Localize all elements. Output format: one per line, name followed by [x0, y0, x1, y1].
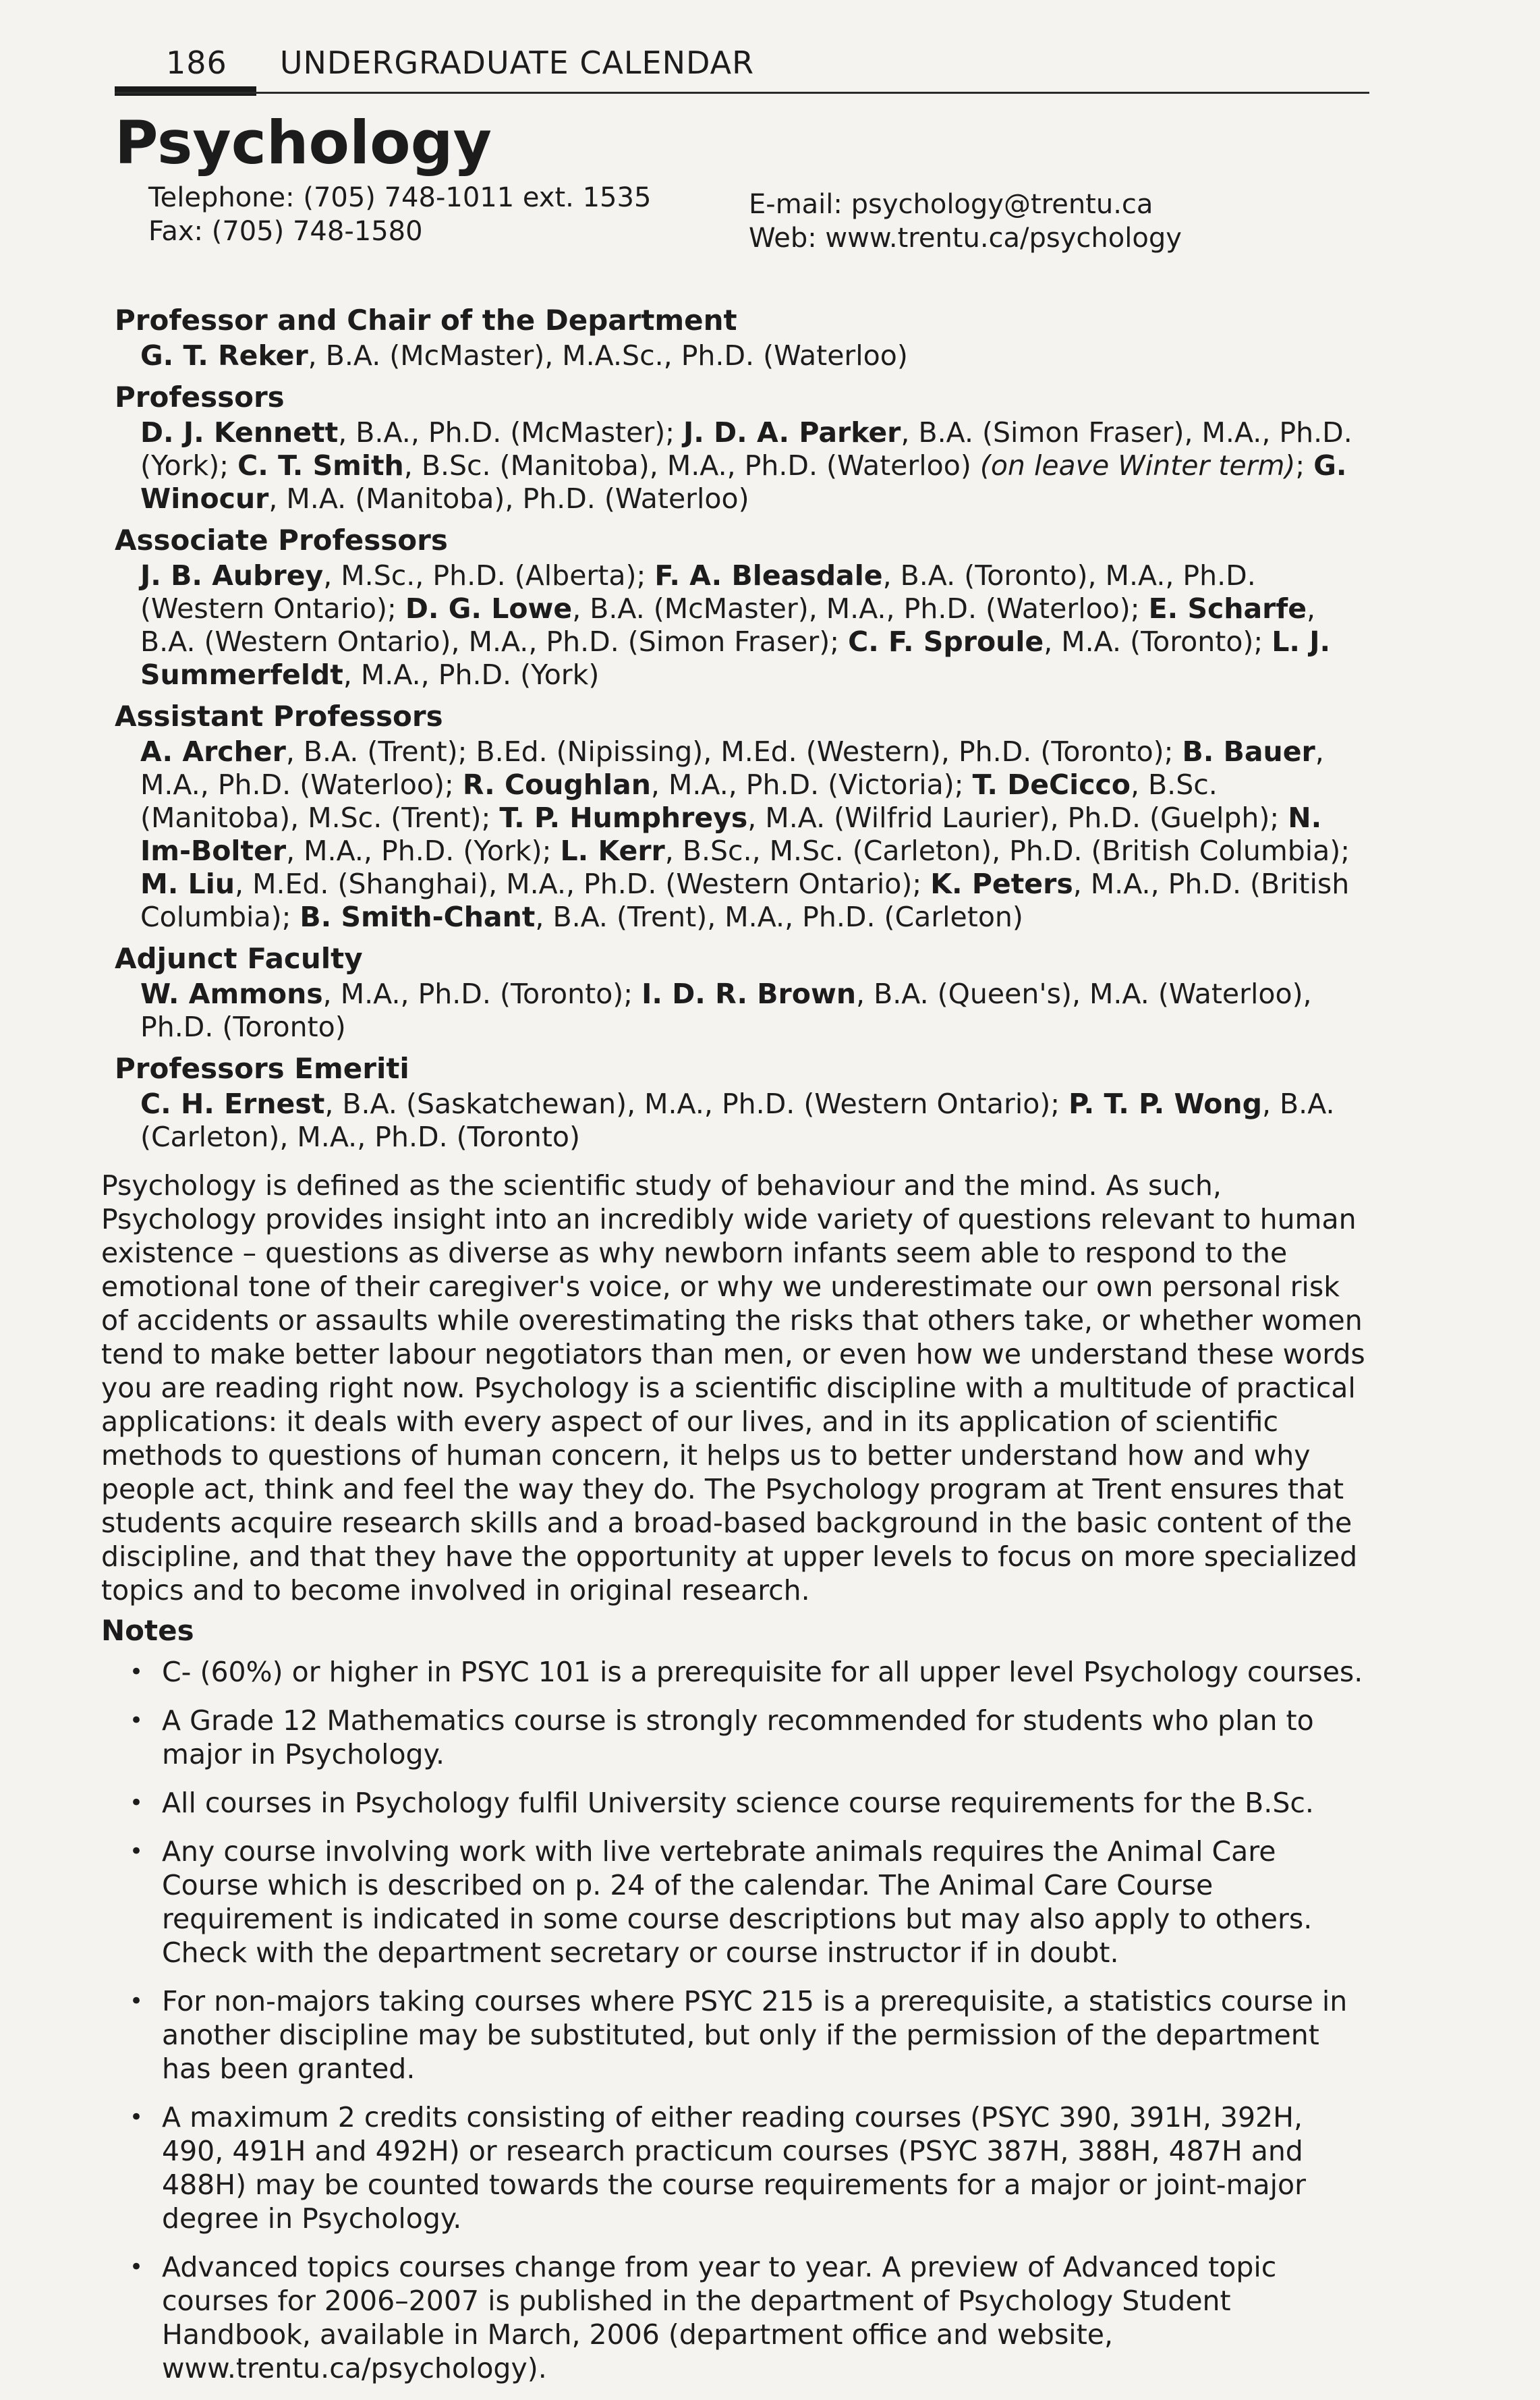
faculty-name: B. Smith-Chant [300, 901, 536, 934]
faculty-name: E. Scharfe [1148, 592, 1307, 625]
faculty-credentials: , B.A. (McMaster), M.A., Ph.D. (Waterloo); [572, 592, 1149, 625]
faculty-name: L. Kerr [560, 835, 665, 868]
faculty-name: R. Coughlan [462, 769, 651, 802]
faculty-name: G. Winocur [140, 449, 1347, 515]
faculty-credentials: , M.A., Ph.D. (Victoria); [650, 769, 973, 802]
faculty-credentials: , M.A., Ph.D. (York) [343, 659, 600, 692]
email: E-mail: psychology@trentu.ca [749, 189, 1153, 221]
page-number: 186 [166, 45, 227, 81]
faculty-name: A. Archer [140, 735, 286, 769]
note-item [101, 1835, 1369, 1970]
notes-list [101, 1655, 1369, 2385]
header-rule [101, 86, 1369, 97]
note-item [101, 1655, 1369, 1689]
faculty-credentials: , M.A., Ph.D. (British Columbia); [140, 868, 1350, 934]
bullet-icon: • [130, 1838, 144, 1866]
contact-block [148, 174, 1369, 296]
faculty-list [140, 416, 1361, 515]
faculty-name: P. T. P. Wong [1068, 1088, 1262, 1121]
department-title: Psychology [115, 108, 492, 177]
note-text: For non-majors taking courses where PSYC 215 is a prerequisite, a statistics course in another discipline may be substituted, but only if the permission of the department has been granted. [162, 1985, 1348, 2086]
section-heading: Associate Professors [115, 524, 448, 557]
header-rule-thin [115, 92, 1369, 94]
faculty-separator: ; [1295, 449, 1314, 482]
faculty-credentials: , B.A. (Trent); B.Ed. (Nipissing), M.Ed. (Western), Ph.D. (Toronto); [285, 735, 1182, 769]
faculty-credentials: , M.Ed. (Shanghai), M.A., Ph.D. (Western Ontario); [235, 868, 931, 901]
faculty-name: W. Ammons [140, 978, 323, 1011]
faculty-note: (on leave Winter term) [979, 449, 1296, 482]
note-item [101, 2250, 1369, 2385]
calendar-name: UNDERGRADUATE CALENDAR [279, 45, 755, 81]
faculty-credentials: , B.A. (Trent), M.A., Ph.D. (Carleton) [535, 901, 1023, 934]
faculty-credentials: , B.A. (Queen's), M.A. (Waterloo), Ph.D. (Toronto) [140, 978, 1312, 1044]
telephone: Telephone: (705) 748-1011 ext. 1535 [148, 182, 652, 214]
faculty-credentials: , M.A., Ph.D. (Toronto); [322, 978, 642, 1011]
faculty-credentials: , M.A., Ph.D. (Waterloo); [140, 735, 1324, 802]
faculty-name: D. G. Lowe [405, 592, 573, 625]
faculty-name: K. Peters [930, 868, 1073, 901]
section-heading: Professor and Chair of the Department [115, 304, 737, 337]
faculty-name: I. D. R. Brown [641, 978, 857, 1011]
note-item [101, 1786, 1369, 1820]
faculty-name: J. D. A. Parker [683, 416, 901, 449]
notes-heading: Notes [101, 1614, 194, 1648]
faculty-list [140, 978, 1361, 1044]
faculty-credentials: , M.A. (Wilfrid Laurier), Ph.D. (Guelph); [747, 802, 1288, 835]
note-text: Any course involving work with live vertebrate animals requires the Animal Care Course which is described on p. 24 of the calendar. The Animal Care Course requirement is indicated in some course descriptions but may also apply to others. Check with the department secretary or course instructor if in doubt. [162, 1835, 1313, 1970]
note-text: A Grade 12 Mathematics course is strongly recommended for students who plan to major in Psychology. [162, 1704, 1314, 1771]
calendar-page [101, 34, 1369, 2400]
faculty-credentials: , M.A. (Manitoba), Ph.D. (Waterloo) [268, 482, 749, 515]
note-item [101, 2100, 1369, 2235]
bullet-icon: • [130, 1988, 144, 2015]
faculty-name: F. A. Bleasdale [654, 559, 883, 592]
faculty-name: C. H. Ernest [140, 1088, 325, 1121]
faculty-credentials: , B.A. (Simon Fraser), M.A., Ph.D. (York); [140, 416, 1352, 482]
bullet-icon: • [130, 2254, 144, 2281]
faculty-list [140, 1088, 1361, 1154]
note-text: C- (60%) or higher in PSYC 101 is a prerequisite for all upper level Psychology courses. [162, 1656, 1363, 1689]
faculty-credentials: , B.A. (Saskatchewan), M.A., Ph.D. (Western Ontario); [324, 1088, 1069, 1121]
section-heading: Professors Emeriti [115, 1052, 409, 1086]
faculty-credentials: , B.A. (Western Ontario), M.A., Ph.D. (Simon Fraser); [140, 592, 1316, 659]
faculty-credentials: , B.Sc., M.Sc. (Carleton), Ph.D. (British Columbia); [664, 835, 1350, 868]
faculty-name: D. J. Kennett [140, 416, 339, 449]
section-heading: Professors [115, 381, 285, 414]
bullet-icon: • [130, 1658, 144, 1686]
bullet-icon: • [130, 2104, 144, 2131]
faculty-name: C. F. Sproule [848, 625, 1044, 659]
faculty-credentials: , B.Sc. (Manitoba), M.A., Ph.D. (Waterloo) [403, 449, 980, 482]
faculty-name: T. DeCicco [972, 769, 1131, 802]
note-item [101, 1704, 1369, 1771]
faculty-credentials: , B.Sc. (Manitoba), M.Sc. (Trent); [140, 769, 1218, 835]
faculty-credentials: , B.A. (Carleton), M.A., Ph.D. (Toronto) [140, 1088, 1335, 1154]
faculty-name: L. J. Summerfeldt [140, 625, 1331, 692]
faculty-name: J. B. Aubrey [140, 559, 324, 592]
department-description: Psychology is defined as the scientific study of behaviour and the mind. As such, Psychology provides insight into an incredibly wide variety of questions relevant to human existence – questions as diverse as why newborn infants seem able to respond to the emotional tone of their caregiver's voice, or why we underestimate our own personal risk of accidents or assaults while overestimating the risks that others take, or whether women tend to make better labour negotiators than men, or even how we understand these words you are reading right now. Psychology is a scientific discipline with a multitude of practical applications: it deals with every aspect of our lives, and in its application of scientific methods to questions of human concern, it helps us to better understand how and why people act, think and feel the way they do. The Psychology program at Trent ensures that students acquire research skills and a broad-based background in the basic content of the discipline, and that they have the opportunity at upper levels to focus on more specialized topics and to become involved in original research. [101, 1169, 1365, 1607]
faculty-credentials: , B.A. (Toronto), M.A., Ph.D. (Western Ontario); [140, 559, 1256, 625]
faculty-list [140, 559, 1361, 692]
faculty-credentials: , B.A. (McMaster), M.A.Sc., Ph.D. (Waterloo) [308, 339, 908, 372]
faculty-name: B. Bauer [1182, 735, 1315, 769]
faculty-name: T. P. Humphreys [499, 802, 748, 835]
note-text: A maximum 2 credits consisting of either reading courses (PSYC 390, 391H, 392H, 490, 491H and 492H) or research practicum courses (PSYC 387H, 388H, 487H and 488H) may be counted towards the course requirements for a major or joint-major degree in Psychology. [162, 2101, 1306, 2235]
bullet-icon: • [130, 1707, 144, 1735]
faculty-list [140, 735, 1361, 934]
faculty-sections [101, 304, 1369, 1154]
faculty-credentials: , M.A., Ph.D. (York); [286, 835, 561, 868]
note-text: Advanced topics courses change from year to year. A preview of Advanced topic courses for 2006–2007 is published in the department of Psychology Student Handbook, available in March, 2006 (department office and website, www.trentu.ca/psychology). [162, 2251, 1277, 2385]
faculty-name: N. Im-Bolter [140, 802, 1322, 868]
faculty-credentials: , B.A., Ph.D. (McMaster); [338, 416, 684, 449]
faculty-list [140, 339, 1361, 372]
bullet-icon: • [130, 1789, 144, 1817]
running-head [101, 34, 1369, 81]
faculty-name: M. Liu [140, 868, 235, 901]
section-heading: Adjunct Faculty [115, 942, 363, 976]
faculty-credentials: , M.Sc., Ph.D. (Alberta); [323, 559, 655, 592]
header-rule-thick [115, 86, 256, 96]
faculty-name: C. T. Smith [237, 449, 404, 482]
note-item [101, 1984, 1369, 2086]
fax: Fax: (705) 748-1580 [148, 216, 423, 248]
note-text: All courses in Psychology fulfil University science course requirements for the B.Sc. [162, 1787, 1314, 1820]
section-heading: Assistant Professors [115, 700, 443, 733]
web: Web: www.trentu.ca/psychology [749, 223, 1182, 254]
faculty-name: G. T. Reker [140, 339, 308, 372]
faculty-credentials: , M.A. (Toronto); [1044, 625, 1272, 659]
